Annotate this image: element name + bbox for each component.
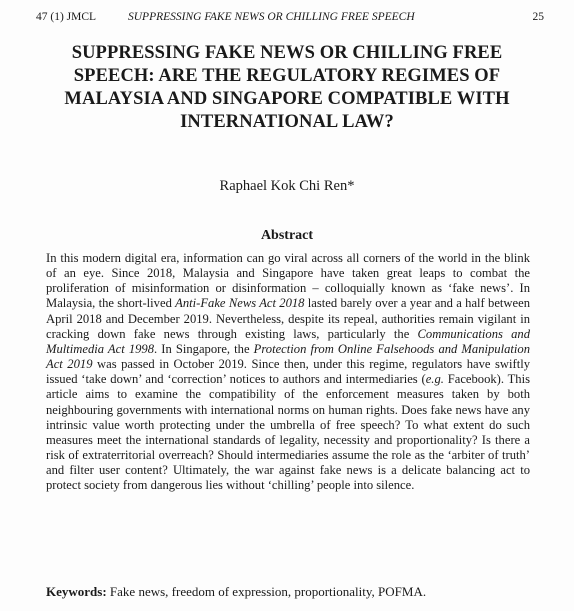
article-title <box>30 42 544 134</box>
running-title: SUPPRESSING FAKE NEWS OR CHILLING FREE SPEECH <box>128 11 415 23</box>
page-number: 25 <box>532 11 544 23</box>
abstract-paragraph <box>46 251 530 494</box>
keywords-line <box>46 584 530 600</box>
abstract-segment: . In Singapore, the <box>154 341 254 356</box>
abstract-text <box>46 251 530 494</box>
title-line: SUPPRESSING FAKE NEWS OR CHILLING FREE <box>71 43 503 63</box>
act-title-pofma: Protection from Online Falsehoods and Manipulation Act 2019 <box>46 341 530 372</box>
title-line: SPEECH: ARE THE REGULATORY REGIMES OF <box>73 66 501 86</box>
abstract-segment: was passed in October 2019. Since then, under this regime, regulators have swiftly issued ‘take down’ and ‘correction’ notices to authors and intermediaries ( <box>46 357 530 387</box>
abstract-heading: Abstract <box>260 228 314 243</box>
abstract-segment: Facebook). This article aims to examine the compatibility of the enforcement measures taken by both neighbouring governments with international norms on human rights. Does fake news have any intrinsic value worth protecting under the umbrella of free speech? To what extent do such measures meet the international standards of legality, necessity and proportionality? Is there a risk of extraterritorial overreach? Should intermediaries assume the role as the ‘arbiter of truth’ and filter user content? Ultimately, the war against fake news is a delicate balancing act to protect society from dangerous lies without ‘chilling’ people into silence. <box>46 372 531 493</box>
keywords-label: Keywords: <box>46 584 107 599</box>
title-line: INTERNATIONAL LAW? <box>180 112 394 132</box>
keywords-text: Fake news, freedom of expression, proportionality, POFMA. <box>106 584 427 599</box>
running-head <box>36 9 544 25</box>
abstract-segment: lasted barely over a year and a half between April 2018 and December 2019. Nevertheless, despite its repeal, authorities remain vigilant in cracking down fake news through existing laws, particularly the <box>46 296 530 341</box>
act-title-anti-fake-news: Anti-Fake News Act 2018 <box>175 296 305 311</box>
abstract-segment: In this modern digital era, information can go viral across all corners of the world in the blink of an eye. Since 2018, Malaysia and Singapore have taken great leaps to combat the proliferation of misinformation or disinformation – colloquially known as ‘fake news’. In Malaysia, the short-lived <box>46 251 530 311</box>
abbreviation-eg: e.g. <box>425 372 444 387</box>
act-title-communications-multimedia: Communications and Multimedia Act 1998 <box>46 326 530 356</box>
title-line: MALAYSIA AND SINGAPORE COMPATIBLE WITH <box>64 89 510 109</box>
author-name: Raphael Kok Chi Ren* <box>219 178 355 194</box>
journal-citation: 47 (1) JMCL <box>36 11 97 23</box>
